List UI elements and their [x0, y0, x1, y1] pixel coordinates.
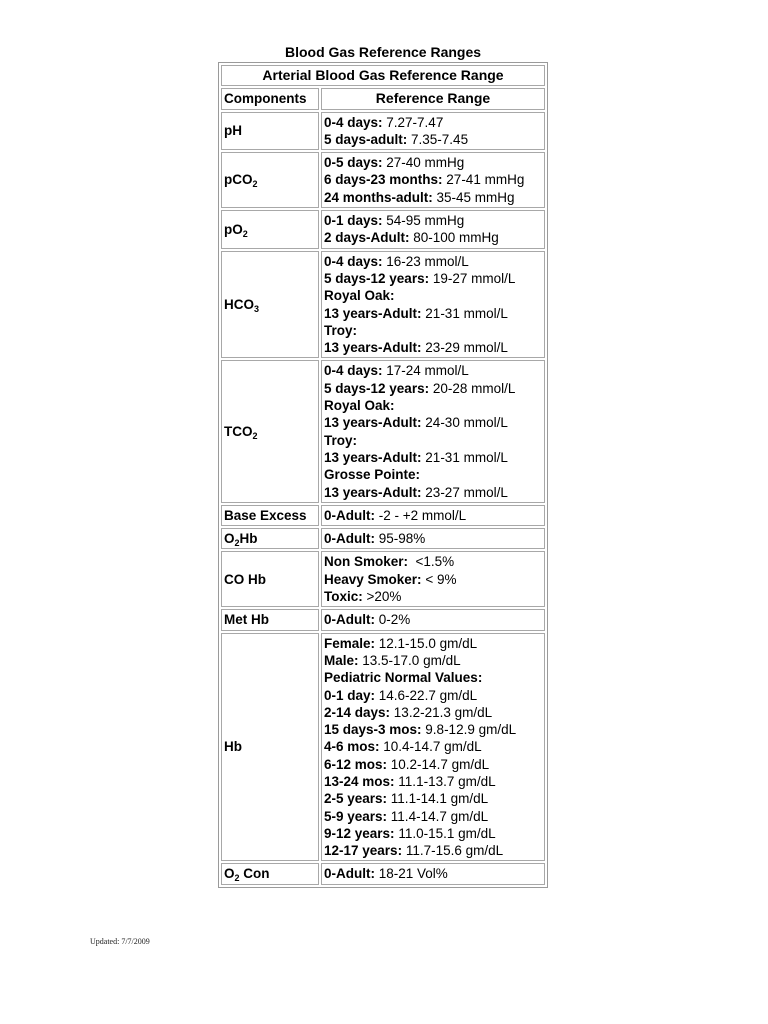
range-line	[324, 738, 542, 755]
table-row	[221, 210, 545, 249]
range-value: 0-2%	[375, 612, 411, 628]
range-line	[324, 687, 542, 704]
component-cell	[221, 251, 319, 359]
component-subscript: 2	[234, 538, 240, 549]
range-value: 14.6-22.7 gm/dL	[375, 687, 478, 703]
range-value: 27-40 mmHg	[382, 155, 465, 171]
range-line	[324, 808, 542, 825]
range-label: Female:	[324, 635, 376, 651]
table-row	[221, 863, 545, 884]
range-value: 9.8-12.9 gm/dL	[421, 722, 517, 738]
table-row	[221, 360, 545, 502]
component-name: pH	[224, 123, 242, 139]
component-cell	[221, 551, 319, 607]
range-value: 11.1-14.1 gm/dL	[387, 791, 489, 807]
range-line	[324, 507, 542, 524]
range-line	[324, 229, 542, 246]
range-value: 18-21 Vol%	[375, 866, 448, 882]
range-line	[324, 721, 542, 738]
range-cell	[321, 633, 545, 862]
column-header-range: Reference Range	[321, 88, 545, 109]
component-subscript: 2	[252, 430, 258, 441]
range-value: 13.5-17.0 gm/dL	[358, 652, 461, 668]
range-label: 0-4 days:	[324, 253, 383, 269]
table-row	[221, 551, 545, 607]
range-label: Troy:	[324, 322, 358, 338]
range-value: 23-29 mmol/L	[421, 340, 508, 356]
component-name-suffix: Hb	[239, 531, 258, 547]
range-line	[324, 530, 542, 547]
range-label: 13 years-Adult:	[324, 484, 422, 500]
range-line	[324, 397, 542, 414]
range-line	[324, 790, 542, 807]
range-label: 6-12 mos:	[324, 756, 388, 772]
range-label: 0-4 days:	[324, 114, 383, 130]
range-label: Toxic:	[324, 589, 363, 605]
range-value: 35-45 mmHg	[432, 189, 515, 205]
range-cell	[321, 609, 545, 630]
range-label: 4-6 mos:	[324, 739, 380, 755]
range-value: 10.2-14.7 gm/dL	[387, 756, 490, 772]
range-label: 13 years-Adult:	[324, 340, 422, 356]
range-label: 13 years-Adult:	[324, 449, 422, 465]
component-cell	[221, 112, 319, 151]
range-value: 54-95 mmHg	[382, 213, 465, 229]
range-label: 13-24 mos:	[324, 773, 395, 789]
component-name: O	[224, 866, 235, 882]
component-name: pCO	[224, 172, 253, 188]
component-name-suffix: Con	[239, 866, 270, 882]
range-value: 80-100 mmHg	[409, 230, 499, 246]
range-label: 0-Adult:	[324, 612, 375, 628]
range-cell	[321, 505, 545, 526]
range-line	[324, 773, 542, 790]
range-cell	[321, 152, 545, 208]
range-label: 0-Adult:	[324, 507, 375, 523]
component-cell	[221, 609, 319, 630]
range-value: 10.4-14.7 gm/dL	[379, 739, 482, 755]
range-line	[324, 212, 542, 229]
range-label: 13 years-Adult:	[324, 305, 422, 321]
range-line	[324, 449, 542, 466]
range-value: 21-31 mmol/L	[421, 305, 508, 321]
page-title: Blood Gas Reference Ranges	[284, 44, 482, 60]
range-line	[324, 287, 542, 304]
range-line	[324, 484, 542, 501]
header-row	[221, 88, 545, 109]
table-row	[221, 528, 545, 549]
table-row	[221, 505, 545, 526]
range-line	[324, 362, 542, 379]
table-row	[221, 251, 545, 359]
component-name: Hb	[224, 739, 242, 755]
component-subscript: 2	[234, 873, 240, 884]
range-value: 7.27-7.47	[382, 114, 444, 130]
range-line	[324, 414, 542, 431]
range-label: 13 years-Adult:	[324, 415, 422, 431]
component-cell	[221, 633, 319, 862]
component-cell	[221, 528, 319, 549]
range-line	[324, 432, 542, 449]
range-line	[324, 669, 542, 686]
table-row	[221, 609, 545, 630]
range-line	[324, 114, 542, 131]
range-line	[324, 339, 542, 356]
range-value: >20%	[362, 589, 402, 605]
range-label: Male:	[324, 652, 359, 668]
range-label: 15 days-3 mos:	[324, 722, 422, 738]
range-line	[324, 825, 542, 842]
range-line	[324, 171, 542, 188]
range-line	[324, 466, 542, 483]
range-line	[324, 571, 542, 588]
component-subscript: 2	[252, 179, 258, 190]
range-line	[324, 322, 542, 339]
range-line	[324, 865, 542, 882]
range-cell	[321, 210, 545, 249]
range-value: 11.0-15.1 gm/dL	[394, 825, 496, 841]
range-value: < 9%	[421, 571, 457, 587]
range-cell	[321, 863, 545, 884]
range-value: 17-24 mmol/L	[382, 363, 469, 379]
range-label: 6 days-23 months:	[324, 172, 443, 188]
caption-row	[221, 65, 545, 86]
range-line	[324, 305, 542, 322]
component-cell	[221, 210, 319, 249]
range-cell	[321, 551, 545, 607]
range-cell	[321, 360, 545, 502]
range-line	[324, 635, 542, 652]
range-line	[324, 842, 542, 859]
range-value: 11.7-15.6 gm/dL	[402, 843, 504, 859]
range-value: 11.4-14.7 gm/dL	[387, 808, 489, 824]
range-value: 16-23 mmol/L	[382, 253, 469, 269]
component-cell	[221, 505, 319, 526]
range-label: 0-Adult:	[324, 531, 375, 547]
range-line	[324, 270, 542, 287]
range-value: 21-31 mmol/L	[421, 449, 508, 465]
component-name: HCO	[224, 296, 254, 312]
range-label: 5 days-12 years:	[324, 270, 430, 286]
range-value: 24-30 mmol/L	[421, 415, 508, 431]
range-label: 0-1 days:	[324, 213, 383, 229]
component-cell	[221, 152, 319, 208]
range-value: 12.1-15.0 gm/dL	[375, 635, 478, 651]
column-header-components: Components	[221, 88, 319, 109]
range-label: 5-9 years:	[324, 808, 388, 824]
range-value: 11.1-13.7 gm/dL	[394, 773, 496, 789]
range-line	[324, 189, 542, 206]
range-cell	[321, 528, 545, 549]
component-name: CO Hb	[224, 571, 266, 587]
range-label: 0-4 days:	[324, 363, 383, 379]
range-label: 0-Adult:	[324, 866, 375, 882]
table-row	[221, 633, 545, 862]
range-label: 5 days-12 years:	[324, 380, 430, 396]
range-line	[324, 131, 542, 148]
range-label: 12-17 years:	[324, 843, 403, 859]
range-label: Pediatric Normal Values:	[324, 670, 483, 686]
component-subscript: 3	[254, 303, 260, 314]
table-row	[221, 112, 545, 151]
range-value: 19-27 mmol/L	[429, 270, 516, 286]
range-label: Non Smoker:	[324, 554, 409, 570]
component-name: O	[224, 531, 235, 547]
range-value: 20-28 mmol/L	[429, 380, 516, 396]
range-label: 24 months-adult:	[324, 189, 433, 205]
component-name: Met Hb	[224, 612, 269, 628]
component-subscript: 2	[242, 228, 248, 239]
range-line	[324, 553, 542, 570]
range-value: 7.35-7.45	[407, 131, 469, 147]
range-value: 27-41 mmHg	[442, 172, 525, 188]
table-row	[221, 152, 545, 208]
range-line	[324, 253, 542, 270]
reference-table	[218, 62, 548, 888]
component-name: TCO	[224, 423, 253, 439]
range-label: Heavy Smoker:	[324, 571, 422, 587]
range-value: 95-98%	[375, 531, 426, 547]
range-value: 13.2-21.3 gm/dL	[390, 704, 493, 720]
range-line	[324, 611, 542, 628]
range-label: 0-1 day:	[324, 687, 376, 703]
range-line	[324, 652, 542, 669]
range-cell	[321, 251, 545, 359]
range-label: 5 days-adult:	[324, 131, 408, 147]
component-name: Base Excess	[224, 507, 307, 523]
component-cell	[221, 360, 319, 502]
range-value: 23-27 mmol/L	[421, 484, 508, 500]
table-caption: Arterial Blood Gas Reference Range	[221, 65, 545, 86]
range-label: 2-14 days:	[324, 704, 391, 720]
range-line	[324, 756, 542, 773]
range-label: 0-5 days:	[324, 155, 383, 171]
range-label: Troy:	[324, 432, 358, 448]
range-value: -2 - +2 mmol/L	[375, 507, 467, 523]
range-label: Royal Oak:	[324, 398, 395, 414]
updated-note: Updated: 7/7/2009	[90, 937, 150, 946]
component-name: pO	[224, 221, 243, 237]
range-label: 2-5 years:	[324, 791, 388, 807]
range-line	[324, 588, 542, 605]
range-cell	[321, 112, 545, 151]
range-label: Grosse Pointe:	[324, 467, 421, 483]
range-label: 2 days-Adult:	[324, 230, 410, 246]
range-line	[324, 380, 542, 397]
component-cell	[221, 863, 319, 884]
range-label: Royal Oak:	[324, 288, 395, 304]
range-line	[324, 704, 542, 721]
range-label: 9-12 years:	[324, 825, 395, 841]
range-line	[324, 154, 542, 171]
range-value: <1.5%	[408, 554, 455, 570]
